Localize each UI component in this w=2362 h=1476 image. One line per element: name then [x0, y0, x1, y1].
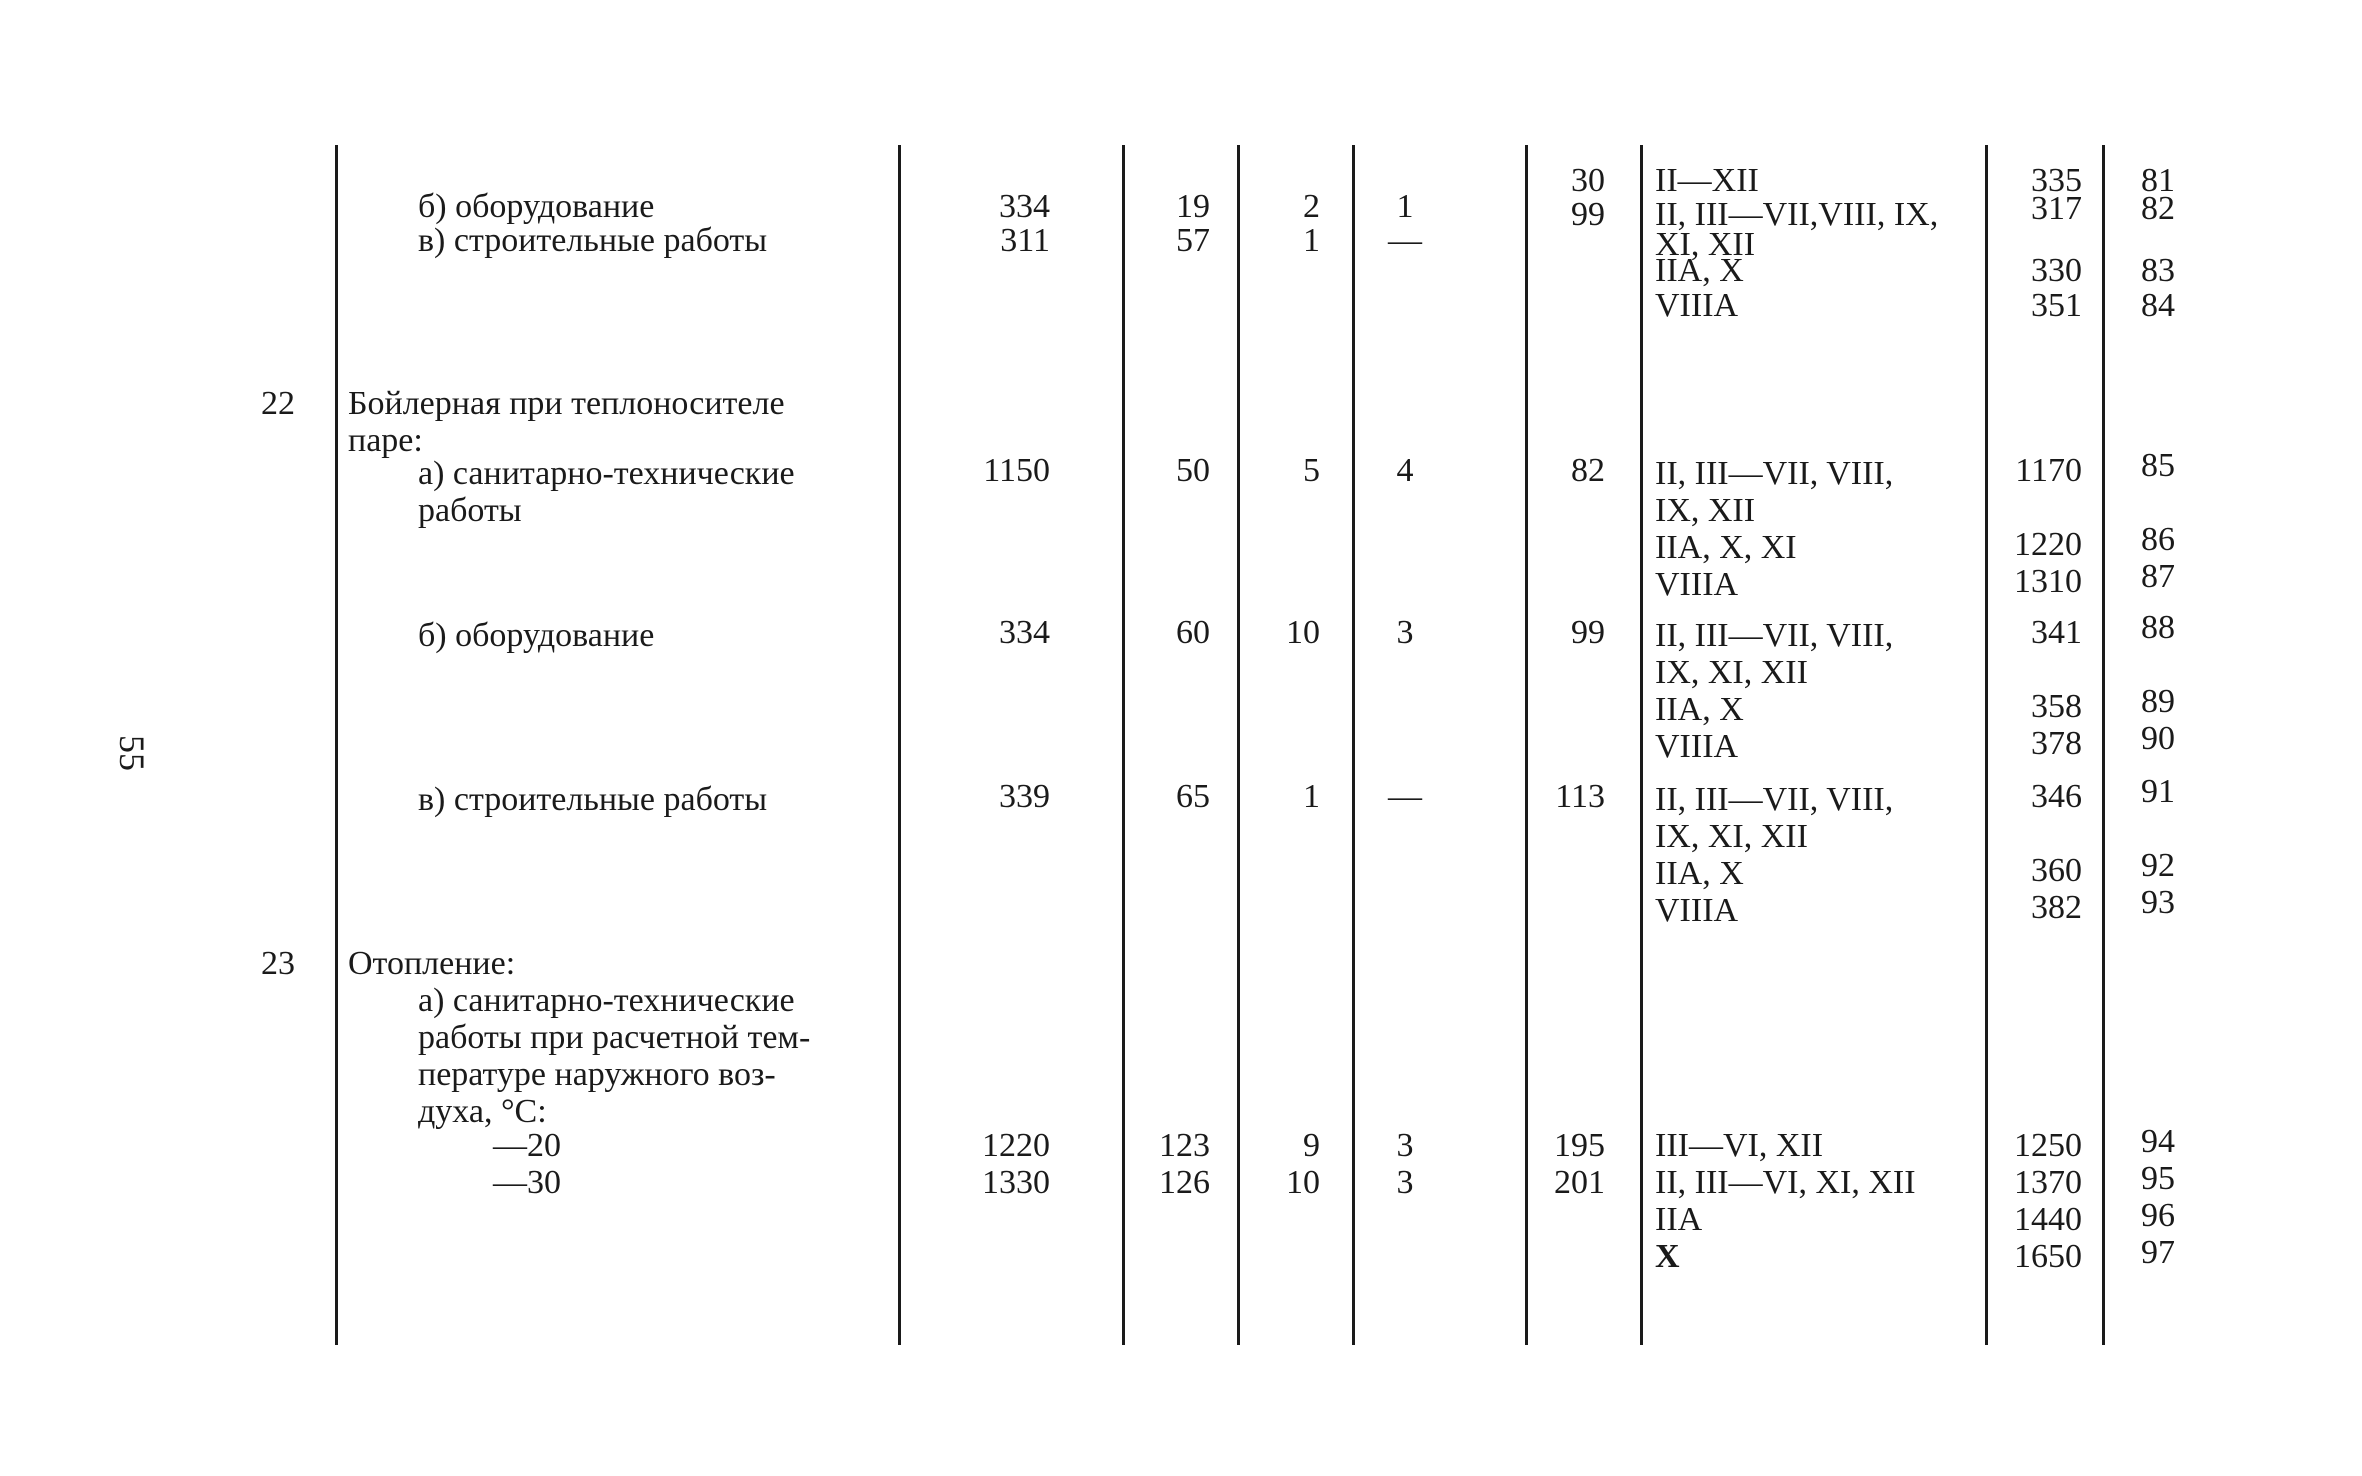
group-value: 335	[2031, 162, 2082, 199]
item-label: работы	[418, 492, 522, 529]
row-code: 81	[2141, 162, 2175, 199]
cell-c5: 99	[1571, 196, 1605, 233]
row-code: 88	[2141, 609, 2175, 646]
page-number: 55	[112, 735, 152, 771]
row-code: 91	[2141, 773, 2175, 810]
cell-c1: 1150	[983, 452, 1050, 489]
cell-c4: 1	[1396, 188, 1414, 225]
item-heading: паре:	[348, 422, 423, 459]
item-label: а) санитарно-технические	[418, 455, 795, 492]
cell-c4: 4	[1396, 452, 1414, 489]
column-rule	[2102, 145, 2105, 1345]
group-value: 1650	[2014, 1238, 2082, 1275]
row-code: 89	[2141, 683, 2175, 720]
group-value: 358	[2031, 688, 2082, 725]
group-line: IX, XII	[1655, 492, 1756, 529]
group-line: III—VI, XII	[1655, 1127, 1824, 1164]
cell-c2: 126	[1159, 1164, 1210, 1201]
column-rule	[1122, 145, 1125, 1345]
group-value: 346	[2031, 778, 2082, 815]
cell-c1: 1220	[982, 1127, 1050, 1164]
cell-c1: 334	[999, 188, 1050, 225]
group-line: IIA, X	[1655, 855, 1744, 892]
cell-c1: 334	[999, 614, 1050, 651]
cell-c1: 311	[1000, 222, 1050, 259]
item-label: в) строительные работы	[418, 781, 768, 818]
item-label: б) оборудование	[418, 617, 655, 654]
cell-c3: 1	[1303, 222, 1320, 259]
cell-c3: 9	[1303, 1127, 1320, 1164]
group-value: 351	[2031, 287, 2082, 324]
temperature-label: —30	[493, 1164, 561, 1201]
row-code: 85	[2141, 447, 2175, 484]
cell-c3: 2	[1303, 188, 1320, 225]
item-heading: Бойлерная при теплоносителе	[348, 385, 785, 422]
temperature-label: —20	[493, 1127, 561, 1164]
row-code: 93	[2141, 884, 2175, 921]
item-label: б) оборудование	[418, 188, 655, 225]
group-value: 1170	[2015, 452, 2082, 489]
group-line: IX, XI, XII	[1655, 818, 1808, 855]
row-number: 23	[261, 945, 295, 982]
column-rule	[1985, 145, 1988, 1345]
row-code: 82	[2141, 190, 2175, 227]
cell-c2: 60	[1176, 614, 1210, 651]
group-line: IX, XI, XII	[1655, 654, 1808, 691]
item-label: пературе наружного воз-	[418, 1056, 776, 1093]
row-code: 95	[2141, 1160, 2175, 1197]
item-label: работы при расчетной тем-	[418, 1019, 811, 1056]
group-value: 1220	[2014, 526, 2082, 563]
cell-c3: 1	[1303, 778, 1320, 815]
cell-c1: 1330	[982, 1164, 1050, 1201]
cell-c4: —	[1388, 778, 1422, 815]
row-code: 92	[2141, 847, 2175, 884]
group-line: IIA, X	[1655, 691, 1744, 728]
cell-c5: 99	[1571, 614, 1605, 651]
group-line: II, III—VII, VIII,	[1655, 781, 1894, 818]
cell-c4: 3	[1396, 1127, 1414, 1164]
column-rule	[1237, 145, 1240, 1345]
cell-c3: 10	[1286, 614, 1320, 651]
group-line: VIIIA	[1655, 287, 1739, 324]
group-value: 317	[2031, 190, 2082, 227]
row-code: 90	[2141, 720, 2175, 757]
row-code: 83	[2141, 252, 2175, 289]
group-line: X	[1655, 1238, 1680, 1275]
cell-c4: —	[1388, 222, 1422, 259]
row-code: 84	[2141, 287, 2175, 324]
column-rule	[1352, 145, 1355, 1345]
row-code: 86	[2141, 521, 2175, 558]
cell-c5: 201	[1554, 1164, 1605, 1201]
group-value: 378	[2031, 725, 2082, 762]
cell-c5: 82	[1571, 452, 1605, 489]
group-line: IIA	[1655, 1201, 1703, 1238]
cell-c3: 10	[1286, 1164, 1320, 1201]
group-line: IIA, X	[1655, 252, 1744, 289]
cell-c4: 3	[1396, 614, 1414, 651]
row-code: 87	[2141, 558, 2175, 595]
group-value: 1370	[2014, 1164, 2082, 1201]
group-line: VIIIA	[1655, 566, 1739, 603]
group-line: XI, XII	[1655, 226, 1756, 263]
group-line: VIIIA	[1655, 728, 1739, 765]
group-value: 382	[2031, 889, 2082, 926]
item-label: духа, °С:	[418, 1093, 547, 1130]
item-heading: Отопление:	[348, 945, 516, 982]
row-code: 94	[2141, 1123, 2175, 1160]
item-label: а) санитарно-технические	[418, 982, 795, 1019]
group-value: 341	[2031, 614, 2082, 651]
cell-c2: 65	[1176, 778, 1210, 815]
cell-c2: 57	[1176, 222, 1210, 259]
cell-c5: 113	[1555, 778, 1605, 815]
row-code: 96	[2141, 1197, 2175, 1234]
column-rule	[335, 145, 338, 1345]
item-label: в) строительные работы	[418, 222, 768, 259]
row-code: 97	[2141, 1234, 2175, 1271]
column-rule	[1640, 145, 1643, 1345]
group-value: 1250	[2014, 1127, 2082, 1164]
group-line: II, III—VII,VIII, IX,	[1655, 196, 1939, 233]
cell-c2: 50	[1176, 452, 1210, 489]
cell-c5: 195	[1554, 1127, 1605, 1164]
group-line: IIA, X, XI	[1655, 529, 1797, 566]
group-value: 360	[2031, 852, 2082, 889]
group-value: 1310	[2014, 563, 2082, 600]
cell-c2: 123	[1159, 1127, 1210, 1164]
group-line: II, III—VII, VIII,	[1655, 455, 1894, 492]
group-line: II, III—VI, XI, XII	[1655, 1164, 1916, 1201]
row-number: 22	[261, 385, 295, 422]
cell-c2: 19	[1176, 188, 1210, 225]
group-value: 1440	[2014, 1201, 2082, 1238]
cell-c1: 339	[999, 778, 1050, 815]
cell-c4: 3	[1396, 1164, 1414, 1201]
group-line: II—XII	[1655, 162, 1759, 199]
group-line: VIIIA	[1655, 892, 1739, 929]
group-value: 330	[2031, 252, 2082, 289]
cell-c5: 30	[1571, 162, 1605, 199]
group-line: II, III—VII, VIII,	[1655, 617, 1894, 654]
cell-c3: 5	[1303, 452, 1320, 489]
